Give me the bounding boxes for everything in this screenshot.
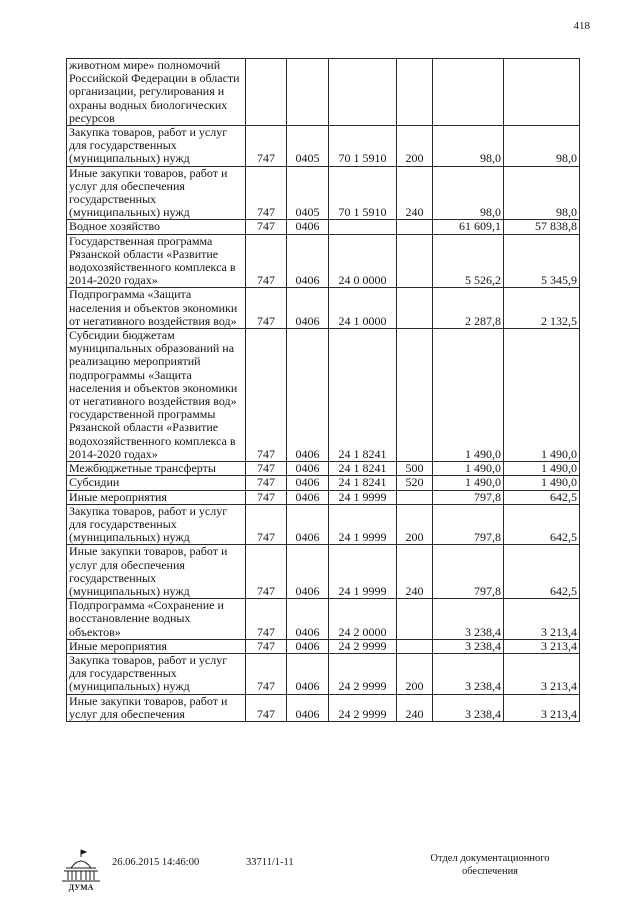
row-csr-cell: 24 1 9999 bbox=[329, 490, 397, 504]
row-sum-2016-cell: 642,5 bbox=[504, 545, 580, 599]
row-csr-cell: 24 2 9999 bbox=[329, 653, 397, 694]
row-ved-cell: 747 bbox=[246, 288, 287, 329]
table-row bbox=[67, 599, 580, 640]
table-row bbox=[67, 220, 580, 234]
row-sum-2015-cell: 98,0 bbox=[433, 126, 504, 167]
table-row bbox=[67, 234, 580, 288]
table-row bbox=[67, 329, 580, 462]
row-sum-2015-cell: 3 238,4 bbox=[433, 653, 504, 694]
row-vr-cell bbox=[397, 490, 433, 504]
row-name-cell: Иные закупки товаров, работ и услуг для обеспечения государственных (муниципальных) нужд bbox=[67, 166, 246, 220]
row-vr-cell: 520 bbox=[397, 476, 433, 490]
row-name-cell: Закупка товаров, работ и услуг для государственных (муниципальных) нужд bbox=[67, 653, 246, 694]
row-vr-cell: 240 bbox=[397, 545, 433, 599]
row-vr-cell: 500 bbox=[397, 462, 433, 476]
table-row bbox=[67, 545, 580, 599]
row-ved-cell: 747 bbox=[246, 462, 287, 476]
row-vr-cell: 200 bbox=[397, 653, 433, 694]
row-rz-cell: 0406 bbox=[287, 476, 329, 490]
row-ved-cell: 747 bbox=[246, 545, 287, 599]
row-ved-cell: 747 bbox=[246, 329, 287, 462]
row-vr-cell bbox=[397, 329, 433, 462]
row-csr-cell: 24 1 8241 bbox=[329, 476, 397, 490]
row-rz-cell: 0406 bbox=[287, 653, 329, 694]
row-sum-2016-cell: 642,5 bbox=[504, 504, 580, 545]
row-sum-2015-cell: 61 609,1 bbox=[433, 220, 504, 234]
table-row bbox=[67, 288, 580, 329]
table-row bbox=[67, 59, 580, 126]
row-sum-2016-cell: 1 490,0 bbox=[504, 329, 580, 462]
row-rz-cell: 0406 bbox=[287, 462, 329, 476]
duma-logo-text: ДУМА bbox=[68, 883, 94, 892]
row-name-cell: Субсидии bbox=[67, 476, 246, 490]
row-ved-cell: 747 bbox=[246, 599, 287, 640]
table-row bbox=[67, 694, 580, 721]
row-sum-2015-cell: 3 238,4 bbox=[433, 599, 504, 640]
row-vr-cell: 200 bbox=[397, 126, 433, 167]
row-vr-cell bbox=[397, 220, 433, 234]
footer-department-line1: Отдел документационного bbox=[430, 853, 550, 864]
row-ved-cell: 747 bbox=[246, 490, 287, 504]
row-sum-2015-cell: 98,0 bbox=[433, 166, 504, 220]
row-name-cell: Подпрограмма «Сохранение и восстановление водных объектов» bbox=[67, 599, 246, 640]
row-ved-cell: 747 bbox=[246, 504, 287, 545]
row-vr-cell bbox=[397, 599, 433, 640]
row-ved-cell: 747 bbox=[246, 694, 287, 721]
row-ved-cell: 747 bbox=[246, 220, 287, 234]
row-rz-cell: 0406 bbox=[287, 694, 329, 721]
table-row bbox=[67, 166, 580, 220]
row-ved-cell: 747 bbox=[246, 126, 287, 167]
row-sum-2016-cell: 98,0 bbox=[504, 126, 580, 167]
row-csr-cell: 24 1 9999 bbox=[329, 504, 397, 545]
row-rz-cell: 0406 bbox=[287, 329, 329, 462]
table-row bbox=[67, 476, 580, 490]
row-sum-2016-cell: 642,5 bbox=[504, 490, 580, 504]
row-rz-cell bbox=[287, 59, 329, 126]
table-body bbox=[67, 59, 580, 722]
row-vr-cell bbox=[397, 59, 433, 126]
row-csr-cell: 24 1 0000 bbox=[329, 288, 397, 329]
row-csr-cell: 24 1 8241 bbox=[329, 329, 397, 462]
row-ved-cell bbox=[246, 59, 287, 126]
row-rz-cell: 0405 bbox=[287, 166, 329, 220]
row-vr-cell: 240 bbox=[397, 694, 433, 721]
budget-table bbox=[66, 58, 580, 722]
row-sum-2016-cell: 3 213,4 bbox=[504, 653, 580, 694]
page-number: 418 bbox=[573, 20, 590, 32]
row-vr-cell bbox=[397, 288, 433, 329]
row-csr-cell: 24 2 9999 bbox=[329, 694, 397, 721]
row-rz-cell: 0406 bbox=[287, 234, 329, 288]
row-ved-cell: 747 bbox=[246, 166, 287, 220]
row-csr-cell: 24 1 8241 bbox=[329, 462, 397, 476]
row-csr-cell: 70 1 5910 bbox=[329, 166, 397, 220]
row-csr-cell bbox=[329, 220, 397, 234]
row-sum-2016-cell: 1 490,0 bbox=[504, 462, 580, 476]
row-sum-2016-cell: 98,0 bbox=[504, 166, 580, 220]
row-name-cell: Подпрограмма «Защита населения и объектов экономики от негативного воздействия вод» bbox=[67, 288, 246, 329]
row-name-cell: Иные закупки товаров, работ и услуг для обеспечения bbox=[67, 694, 246, 721]
row-csr-cell: 70 1 5910 bbox=[329, 126, 397, 167]
row-sum-2016-cell: 3 213,4 bbox=[504, 639, 580, 653]
row-rz-cell: 0406 bbox=[287, 599, 329, 640]
row-vr-cell: 240 bbox=[397, 166, 433, 220]
row-ved-cell: 747 bbox=[246, 234, 287, 288]
row-sum-2015-cell: 797,8 bbox=[433, 504, 504, 545]
table-row bbox=[67, 653, 580, 694]
row-name-cell: Закупка товаров, работ и услуг для государственных (муниципальных) нужд bbox=[67, 126, 246, 167]
row-vr-cell bbox=[397, 639, 433, 653]
footer-date: 26.06.2015 14:46:00 bbox=[112, 857, 200, 868]
row-vr-cell: 200 bbox=[397, 504, 433, 545]
table-row bbox=[67, 504, 580, 545]
row-sum-2015-cell: 1 490,0 bbox=[433, 462, 504, 476]
row-sum-2015-cell: 797,8 bbox=[433, 545, 504, 599]
row-rz-cell: 0406 bbox=[287, 504, 329, 545]
row-rz-cell: 0406 bbox=[287, 639, 329, 653]
row-ved-cell: 747 bbox=[246, 639, 287, 653]
row-sum-2015-cell: 3 238,4 bbox=[433, 639, 504, 653]
row-name-cell: Водное хозяйство bbox=[67, 220, 246, 234]
page-footer bbox=[0, 848, 640, 898]
row-sum-2016-cell: 3 213,4 bbox=[504, 599, 580, 640]
row-sum-2015-cell: 1 490,0 bbox=[433, 476, 504, 490]
row-sum-2016-cell: 5 345,9 bbox=[504, 234, 580, 288]
row-sum-2015-cell: 1 490,0 bbox=[433, 329, 504, 462]
row-sum-2016-cell: 3 213,4 bbox=[504, 694, 580, 721]
row-name-cell: Иные закупки товаров, работ и услуг для обеспечения государственных (муниципальных) нужд bbox=[67, 545, 246, 599]
table-row bbox=[67, 126, 580, 167]
row-sum-2016-cell: 1 490,0 bbox=[504, 476, 580, 490]
row-sum-2015-cell: 2 287,8 bbox=[433, 288, 504, 329]
row-name-cell: Государственная программа Рязанской области «Развитие водохозяйственного комплекса в 2014-2020 годах» bbox=[67, 234, 246, 288]
footer-department-line2: обеспечения bbox=[461, 866, 519, 877]
table-row bbox=[67, 639, 580, 653]
table-row bbox=[67, 462, 580, 476]
row-rz-cell: 0406 bbox=[287, 220, 329, 234]
row-sum-2015-cell: 3 238,4 bbox=[433, 694, 504, 721]
row-rz-cell: 0406 bbox=[287, 288, 329, 329]
row-sum-2016-cell: 57 838,8 bbox=[504, 220, 580, 234]
row-name-cell: Закупка товаров, работ и услуг для государственных (муниципальных) нужд bbox=[67, 504, 246, 545]
row-name-cell: Иные мероприятия bbox=[67, 490, 246, 504]
row-ved-cell: 747 bbox=[246, 653, 287, 694]
row-vr-cell bbox=[397, 234, 433, 288]
row-name-cell: Иные мероприятия bbox=[67, 639, 246, 653]
row-name-cell: Субсидии бюджетам муниципальных образований на реализацию мероприятий подпрограммы «Защита населения и объектов экономики от негативного воздействия вод» государственной программы Рязанской области «Развитие водохозяйственного комплекса в 2014-2020 годах» bbox=[67, 329, 246, 462]
row-rz-cell: 0405 bbox=[287, 126, 329, 167]
duma-building-icon bbox=[58, 848, 104, 892]
row-rz-cell: 0406 bbox=[287, 545, 329, 599]
row-sum-2015-cell: 797,8 bbox=[433, 490, 504, 504]
table-row bbox=[67, 490, 580, 504]
row-name-cell: Межбюджетные трансферты bbox=[67, 462, 246, 476]
row-csr-cell bbox=[329, 59, 397, 126]
row-csr-cell: 24 1 9999 bbox=[329, 545, 397, 599]
row-name-cell: животном мире» полномочий Российской Федерации в области организации, регулирования и охраны водных биологических ресурсов bbox=[67, 59, 246, 126]
row-rz-cell: 0406 bbox=[287, 490, 329, 504]
row-sum-2015-cell: 5 526,2 bbox=[433, 234, 504, 288]
row-sum-2016-cell bbox=[504, 59, 580, 126]
row-ved-cell: 747 bbox=[246, 476, 287, 490]
footer-department bbox=[410, 852, 570, 878]
footer-doc-number: 33711/1-11 bbox=[246, 857, 294, 868]
row-csr-cell: 24 2 9999 bbox=[329, 639, 397, 653]
row-csr-cell: 24 0 0000 bbox=[329, 234, 397, 288]
row-sum-2016-cell: 2 132,5 bbox=[504, 288, 580, 329]
row-csr-cell: 24 2 0000 bbox=[329, 599, 397, 640]
row-sum-2015-cell bbox=[433, 59, 504, 126]
